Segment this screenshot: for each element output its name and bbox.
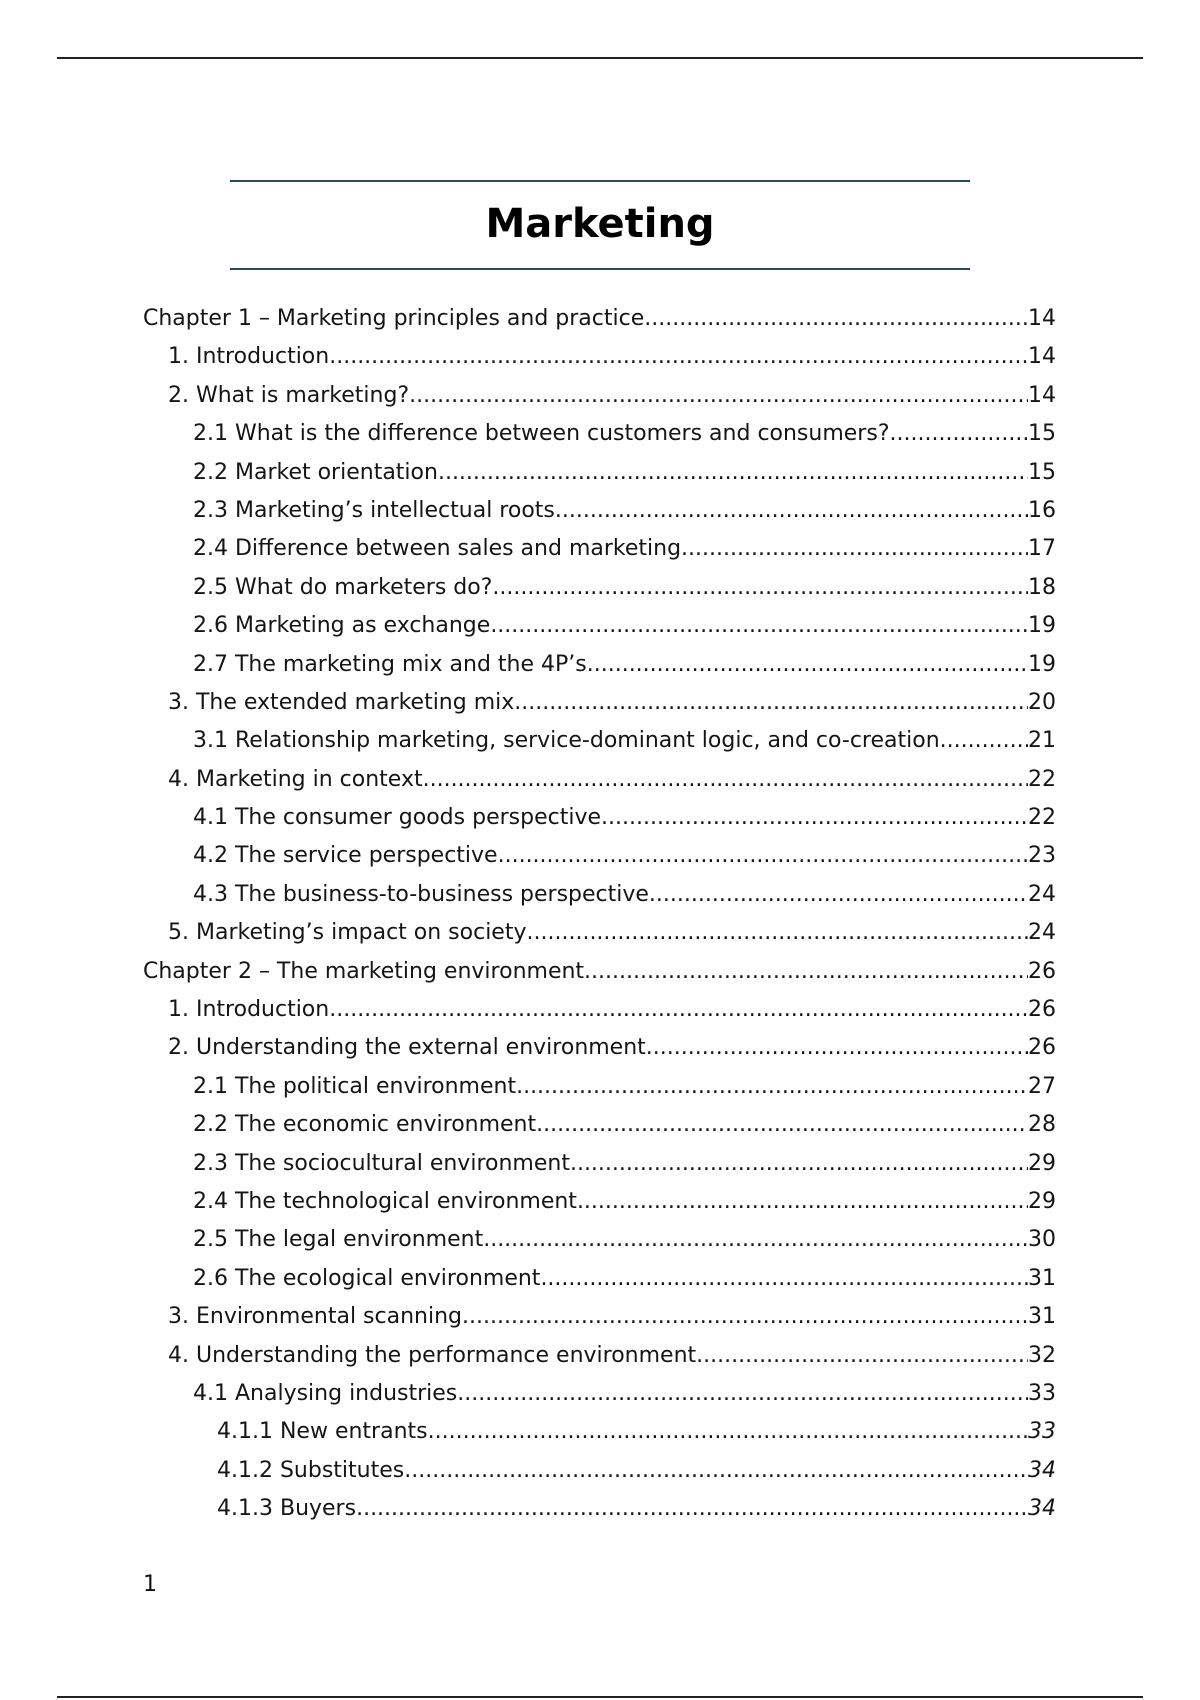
toc-entry-page: 30 — [1028, 1227, 1056, 1253]
toc-dot-leader — [947, 722, 1028, 760]
title-upper-rule — [230, 180, 970, 182]
toc-entry[interactable] — [143, 646, 1056, 684]
toc-entry-title: 2.5 The legal environment — [193, 1227, 484, 1253]
toc-entry-page: 27 — [1028, 1073, 1056, 1099]
toc-entry[interactable] — [143, 415, 1056, 453]
toc-entry-page: 17 — [1028, 536, 1056, 562]
toc-entry[interactable] — [143, 1029, 1056, 1067]
toc-dot-leader — [329, 991, 1028, 1029]
toc-entry[interactable] — [143, 300, 1056, 338]
toc-entry-page: 31 — [1028, 1265, 1056, 1291]
toc-dot-leader — [527, 914, 1029, 952]
toc-entry-title: 2.3 Marketing’s intellectual roots — [193, 497, 555, 523]
toc-dot-leader — [516, 1068, 1028, 1106]
toc-entry-title: 5. Marketing’s impact on society — [168, 920, 527, 946]
toc-entry[interactable] — [143, 837, 1056, 875]
toc-entry-title: 4.1 Analysing industries — [193, 1380, 458, 1406]
toc-entry[interactable] — [143, 1068, 1056, 1106]
toc-dot-leader — [404, 1452, 1028, 1490]
toc-entry-title: 2.4 The technological environment — [193, 1188, 577, 1214]
toc-entry-page: 18 — [1028, 574, 1056, 600]
toc-entry[interactable] — [143, 876, 1056, 914]
toc-entry-page: 23 — [1028, 843, 1056, 869]
toc-dot-leader — [570, 1145, 1028, 1183]
toc-entry-title: 2.3 The sociocultural environment — [193, 1150, 570, 1176]
toc-entry-page: 15 — [1028, 459, 1056, 485]
page-bottom-rule — [57, 1696, 1143, 1698]
toc-entry-title: 4. Marketing in context — [168, 766, 423, 792]
toc-entry[interactable] — [143, 1298, 1056, 1336]
toc-entry[interactable] — [143, 1260, 1056, 1298]
toc-entry[interactable] — [143, 1145, 1056, 1183]
toc-entry[interactable] — [143, 1183, 1056, 1221]
toc-entry-title: 2.6 The ecological environment — [193, 1265, 541, 1291]
toc-entry-page: 28 — [1028, 1112, 1056, 1138]
toc-entry[interactable] — [143, 530, 1056, 568]
toc-dot-leader — [428, 1413, 1028, 1451]
toc-entry-title: 2.2 The economic environment — [193, 1112, 537, 1138]
toc-entry[interactable] — [143, 454, 1056, 492]
toc-entry-page: 15 — [1028, 421, 1056, 447]
page-number: 1 — [143, 1572, 157, 1597]
toc-entry-page: 33 — [1028, 1419, 1056, 1445]
toc-entry-page: 31 — [1028, 1304, 1056, 1330]
toc-entry-page: 29 — [1028, 1150, 1056, 1176]
page-top-rule — [57, 57, 1143, 59]
toc-dot-leader — [514, 684, 1028, 722]
toc-entry-page: 33 — [1028, 1380, 1056, 1406]
toc-dot-leader — [329, 338, 1028, 376]
toc-entry-title: Chapter 2 – The marketing environment — [143, 958, 585, 984]
toc-entry-page: 26 — [1028, 958, 1056, 984]
toc-dot-leader — [890, 415, 1029, 453]
toc-entry[interactable] — [143, 991, 1056, 1029]
toc-entry-page: 29 — [1028, 1188, 1056, 1214]
toc-dot-leader — [462, 1298, 1028, 1336]
toc-entry[interactable] — [143, 799, 1056, 837]
document-title: Marketing — [485, 201, 715, 247]
toc-entry-title: 2.6 Marketing as exchange — [193, 613, 491, 639]
toc-dot-leader — [644, 300, 1028, 338]
toc-entry-title: 4.3 The business-to-business perspective — [193, 881, 649, 907]
toc-dot-leader — [649, 876, 1028, 914]
toc-dot-leader — [423, 761, 1028, 799]
toc-entry-title: 4.1.1 New entrants — [217, 1419, 428, 1445]
toc-entry[interactable] — [143, 1490, 1056, 1528]
toc-entry-page: 26 — [1028, 1035, 1056, 1061]
toc-entry-page: 34 — [1028, 1457, 1056, 1483]
toc-dot-leader — [587, 646, 1028, 684]
toc-entry-page: 14 — [1028, 382, 1056, 408]
toc-entry-title: 2.1 What is the difference between customers and consumers? — [193, 421, 890, 447]
toc-entry-title: 4.1 The consumer goods perspective — [193, 805, 601, 831]
toc-dot-leader — [555, 492, 1028, 530]
toc-entry[interactable] — [143, 1221, 1056, 1259]
toc-entry-title: 4. Understanding the performance environment — [168, 1342, 697, 1368]
toc-entry[interactable] — [143, 1375, 1056, 1413]
toc-dot-leader — [457, 1375, 1028, 1413]
toc-dot-leader — [409, 377, 1028, 415]
toc-entry[interactable] — [143, 684, 1056, 722]
toc-dot-leader — [483, 1221, 1028, 1259]
toc-dot-leader — [356, 1490, 1028, 1528]
toc-dot-leader — [438, 454, 1028, 492]
toc-dot-leader — [601, 799, 1028, 837]
toc-dot-leader — [577, 1183, 1028, 1221]
toc-entry-page: 34 — [1028, 1496, 1056, 1522]
toc-entry-page: 19 — [1028, 613, 1056, 639]
toc-entry[interactable] — [143, 1337, 1056, 1375]
toc-entry-page: 24 — [1028, 881, 1056, 907]
toc-entry-page: 14 — [1028, 306, 1056, 331]
toc-entry[interactable] — [143, 1413, 1056, 1451]
toc-entry[interactable] — [143, 953, 1056, 991]
toc-entry[interactable] — [143, 1452, 1056, 1490]
toc-entry-page: 20 — [1028, 689, 1056, 715]
toc-entry[interactable] — [143, 607, 1056, 645]
toc-entry-title: 2. Understanding the external environment — [168, 1035, 646, 1061]
toc-entry[interactable] — [143, 914, 1056, 952]
table-of-contents — [143, 300, 1056, 1529]
toc-entry-title: 2. What is marketing? — [168, 382, 410, 408]
toc-entry-title: 3.1 Relationship marketing, service-dominant logic, and co-creation. — [193, 728, 947, 754]
toc-entry-page: 24 — [1028, 920, 1056, 946]
toc-entry-title: 2.7 The marketing mix and the 4P’s — [193, 651, 587, 677]
toc-entry-page: 22 — [1028, 766, 1056, 792]
toc-entry[interactable] — [143, 569, 1056, 607]
toc-entry-title: 2.2 Market orientation — [193, 459, 438, 485]
toc-entry-page: 26 — [1028, 997, 1056, 1023]
toc-entry-page: 19 — [1028, 651, 1056, 677]
title-lower-rule — [230, 268, 970, 270]
toc-entry-title: 1. Introduction — [168, 997, 330, 1023]
toc-entry-page: 16 — [1028, 497, 1056, 523]
toc-entry[interactable] — [143, 722, 1056, 760]
toc-entry-title: 4.1.3 Buyers — [217, 1496, 357, 1522]
toc-entry-title: 4.2 The service perspective — [193, 843, 498, 869]
toc-entry-title: 3. The extended marketing mix — [168, 689, 515, 715]
toc-dot-leader — [498, 837, 1028, 875]
toc-entry[interactable] — [143, 377, 1056, 415]
toc-entry-title: Chapter 1 – Marketing principles and practice — [143, 306, 645, 331]
toc-entry-title: 1. Introduction — [168, 344, 330, 370]
toc-entry-title: 2.4 Difference between sales and marketing — [193, 536, 682, 562]
toc-entry[interactable] — [143, 492, 1056, 530]
toc-entry-page: 14 — [1028, 344, 1056, 370]
toc-dot-leader — [681, 530, 1028, 568]
toc-dot-leader — [584, 953, 1028, 991]
toc-entry-title: 2.1 The political environment — [193, 1073, 517, 1099]
toc-entry[interactable] — [143, 1106, 1056, 1144]
toc-entry[interactable] — [143, 338, 1056, 376]
toc-entry[interactable] — [143, 761, 1056, 799]
toc-dot-leader — [490, 607, 1028, 645]
toc-entry-page: 22 — [1028, 805, 1056, 831]
toc-dot-leader — [492, 569, 1028, 607]
toc-dot-leader — [536, 1106, 1028, 1144]
toc-entry-page: 21 — [1028, 728, 1056, 754]
toc-dot-leader — [646, 1029, 1028, 1067]
toc-entry-page: 32 — [1028, 1342, 1056, 1368]
toc-dot-leader — [540, 1260, 1028, 1298]
toc-entry-title: 4.1.2 Substitutes — [217, 1457, 405, 1483]
toc-entry-title: 3. Environmental scanning — [168, 1304, 462, 1330]
toc-dot-leader — [696, 1337, 1028, 1375]
toc-entry-title: 2.5 What do marketers do? — [193, 574, 493, 600]
